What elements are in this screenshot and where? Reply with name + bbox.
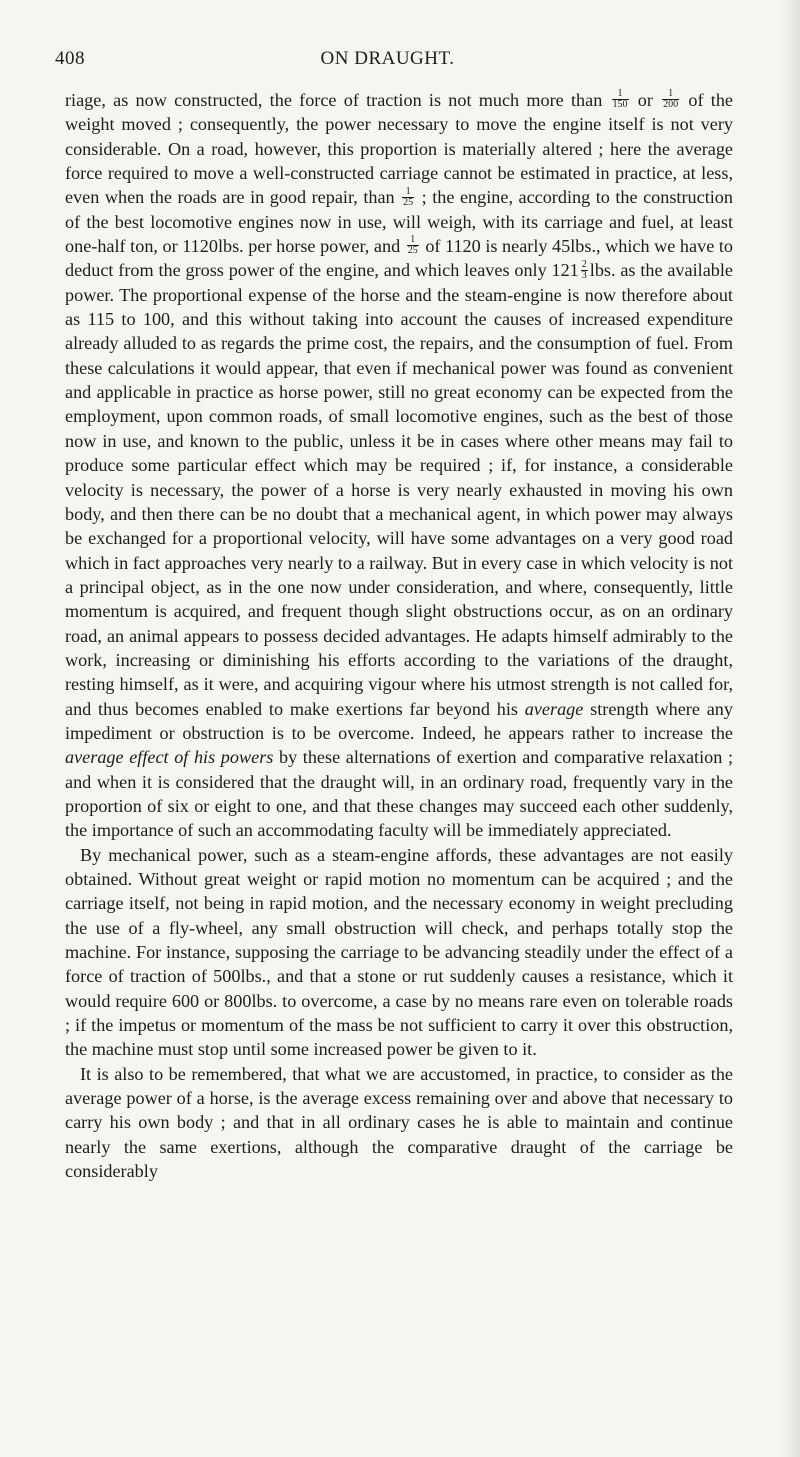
fraction — [612, 89, 629, 110]
text-run: riage, as now constructed, the force of traction is not much more than — [65, 90, 610, 110]
text-run: of the weight moved ; consequently, the power necessary to move the engine itself is not very considerable. On a road, however, this proportion is materially altered ; here the average force required to move a well-constructed carriage cannot be estimated in practice, at less, even when the roads are in good repair, than — [65, 90, 733, 208]
fraction-numerator: 1 — [402, 187, 414, 198]
fraction-numerator: 2 — [581, 258, 587, 270]
italic-text-run: average — [524, 698, 584, 719]
italic-text-run: average effect of his powers — [65, 747, 274, 768]
fraction — [407, 235, 419, 256]
paragraph — [65, 1062, 733, 1184]
text-run: It is also to be remembered, that what we are accustomed, in practice, to consider as the average power of a horse, is the average excess remaining over and above that necessary to carry his own body ; and that in all ordinary cases he is able to maintain and continue nearly the same exertions, although the comparative draught of the carriage be considerably — [65, 1063, 733, 1182]
fraction-numerator: 1 — [407, 235, 419, 246]
fraction-denominator: 25 — [407, 245, 418, 257]
fraction-numerator: 1 — [662, 89, 679, 100]
fraction-numerator: 1 — [612, 89, 629, 100]
fraction-denominator: 3 — [581, 269, 587, 281]
paragraph — [65, 88, 733, 843]
fraction — [662, 89, 679, 110]
text-run: of 1120 is nearly 45lbs., which we have to deduct from the gross power of the engine, and which leaves only 121 — [65, 236, 733, 281]
text-run: by these alternations of exertion and comparative relaxation ; and when it is considered that the draught will, in an ordinary road, frequently vary in the proportion of six or eight to one, and that these changes may succeed each other suddenly, the importance of such an accommodating faculty will be immediately appreciated. — [65, 747, 733, 841]
fraction-denominator: 200 — [663, 99, 679, 111]
fraction-denominator: 150 — [612, 99, 628, 111]
page-spine-shadow — [782, 0, 800, 1457]
text-run: or — [630, 90, 661, 110]
page-header — [55, 48, 720, 72]
text-run: By mechanical power, such as a steam-engine affords, these advantages are not easily obtained. Without great weight or rapid motion no momentum can be acquired ; and the carriage itself, not being in rapid motion, and the necessary economy in weight precluding the use of a fly-wheel, any small obstruction will check, and perhaps totally stop the machine. For instance, supposing the carriage to be advancing steadily under the effect of a force of traction of 500lbs., and that a stone or rut suddenly causes a resistance, which it would require 600 or 800lbs. to overcome, a case by no means rare even on tolerable roads ; if the impetus or momentum of the mass be not sufficient to carry it over this obstruction, the machine must stop until some increased power be given to it. — [65, 844, 733, 1060]
fraction — [581, 260, 588, 281]
running-head: ON DRAUGHT. — [320, 48, 455, 69]
paragraph — [65, 843, 733, 1062]
text-run: lbs. as the available power. The proportional expense of the horse and the steam-engine is now therefore about as 115 to 100, and this without taking into account the causes of increased expenditure already alluded to as regards the prime cost, the repairs, and the consumption of fuel. From these calculations it would appear, that even if mechanical power was found as convenient and applicable in practice as horse power, still no great economy can be expected from the employment, upon common roads, of small locomotive engines, such as the best of those now in use, and known to the public, unless it be in cases where other means may fail to produce some particular effect which may be required ; if, for instance, a considerable velocity is necessary, the power of a horse is very nearly exhausted in moving his own body, and then there can be no doubt that a mechanical agent, in which power may always be exchanged for a proportional velocity, will have some advantages on a very good road which in fact approaches very nearly to a railway. But in every case in which velocity is not a principal object, as in the one now under consideration, and where, consequently, little momentum is acquired, and frequent though slight obstructions occur, as on an ordinary road, an animal appears to possess decided advantages. He adapts himself admirably to the work, increasing or diminishing his efforts according to the variations of the draught, resting himself, as it were, and acquiring vigour where his utmost strength is not called for, and thus becomes enabled to make exertions far beyond his — [65, 260, 733, 719]
page-number: 408 — [55, 48, 85, 69]
body-text — [65, 88, 733, 1183]
text-run: strength where any impediment or obstruction is to be overcome. Indeed, he appears rather to increase the — [65, 698, 733, 743]
text-run: ; the engine, according to the construction of the best locomotive engines now in use, will weigh, with its carriage and fuel, at least one-half ton, or 1120lbs. per horse power, and — [65, 187, 733, 257]
fraction — [402, 187, 414, 208]
fraction-denominator: 25 — [403, 196, 414, 208]
